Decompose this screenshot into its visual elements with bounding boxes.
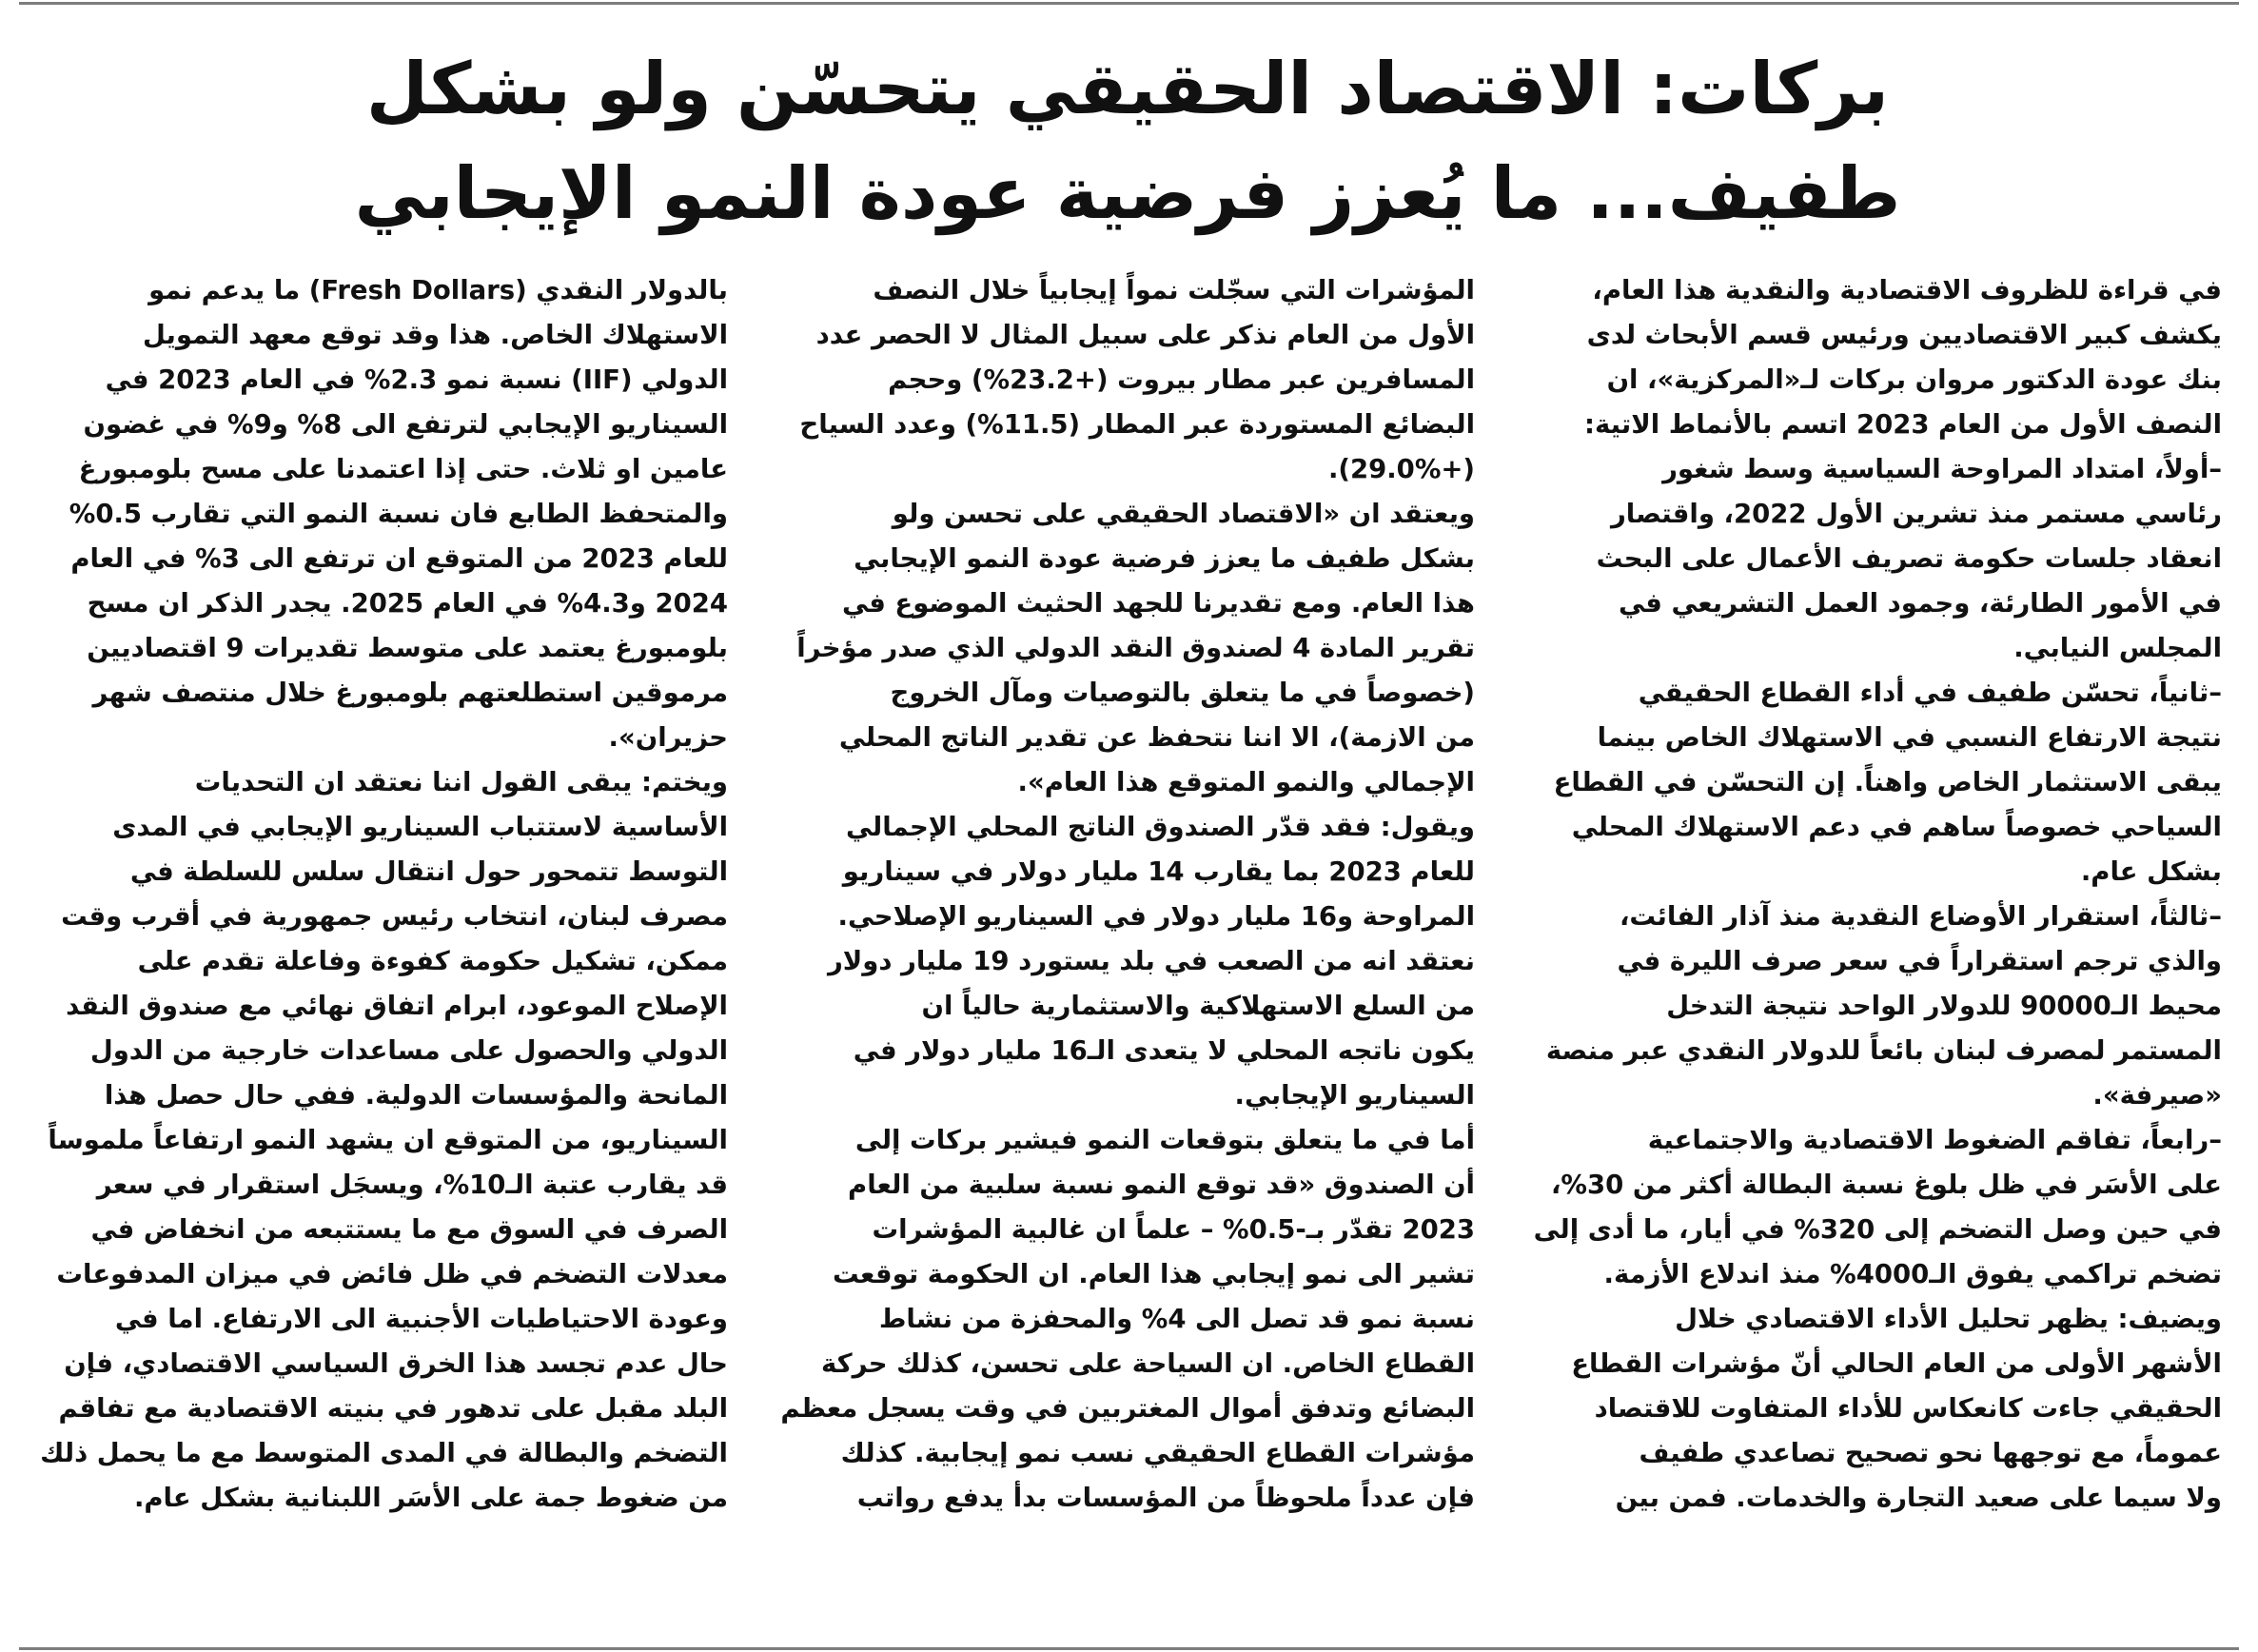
text-line: ويقول: فقد قدّر الصندوق الناتج المحلي الإجمالي (846, 812, 1475, 842)
text-line: بالدولار النقدي (Fresh Dollars) ما يدعم نمو (148, 275, 728, 305)
text-line: ويضيف: يظهر تحليل الأداء الاقتصادي خلال (1675, 1304, 2222, 1334)
text-line: 2024 و4.3% في العام 2025. يجدر الذكر ان مسح (87, 588, 728, 619)
text-line: المسافرين عبر مطار بيروت (+23.2%) وحجم (888, 364, 1475, 395)
text-line: بشكل عام. (2080, 856, 2222, 887)
text-line: الاستهلاك الخاص. هذا وقد توقع معهد التمويل (142, 320, 728, 350)
text-line: التوسط تتمحور حول انتقال سلس للسلطة في (129, 856, 728, 887)
text-line: القطاع الخاص. ان السياحة على تحسن، كذلك حركة (820, 1348, 1475, 1379)
text-line: عموماً، مع توجهها نحو تصحيح تصاعدي طفيف (1639, 1438, 2222, 1468)
text-line: مصرف لبنان، انتخاب رئيس جمهورية في أقرب وقت (61, 901, 728, 932)
text-line: –ثالثاً، استقرار الأوضاع النقدية منذ آذار الفائت، (1619, 901, 2222, 932)
text-line: للعام 2023 من المتوقع ان ترتفع الى 3% في العام (70, 543, 728, 574)
text-line: فإن عدداً ملحوظاً من المؤسسات بدأ يدفع رواتب (856, 1483, 1475, 1513)
text-line: نتيجة الارتفاع النسبي في الاستهلاك الخاص بينما (1597, 722, 2222, 753)
text-line: مؤشرات القطاع الحقيقي نسب نمو إيجابية. كذلك (840, 1438, 1475, 1468)
text-line: بنك عودة الدكتور مروان بركات لـ«المركزية»، ان (1606, 364, 2222, 395)
headline-line-1: بركات: الاقتصاد الحقيقي يتحسّن ولو بشكل (365, 47, 1890, 130)
text-line: مرموقين استطلعتهم بلومبورغ خلال منتصف شهر (92, 678, 728, 708)
headline-line-2: طفيف... ما يُعزز فرضية عودة النمو الإيجابي (354, 151, 1901, 235)
text-line: ويختم: يبقى القول اننا نعتقد ان التحديات (194, 767, 728, 797)
text-line: المستمر لمصرف لبنان بائعاً للدولار النقدي عبر منصة (1545, 1035, 2222, 1066)
text-line: هذا العام. ومع تقديرنا للجهد الحثيث الموضوع في (842, 588, 1475, 619)
text-line: –رابعاً، تفاقم الضغوط الاقتصادية والاجتماعية (1647, 1125, 2222, 1155)
text-line: أما في ما يتعلق بتوقعات النمو فيشير بركات إلى (854, 1125, 1475, 1155)
text-line: «صيرفة». (2092, 1080, 2222, 1111)
text-line: الإصلاح الموعود، ابرام اتفاق نهائي مع صندوق النقد (66, 991, 728, 1021)
text-line: انعقاد جلسات حكومة تصريف الأعمال على البحث (1596, 543, 2222, 574)
text-line: بشكل طفيف ما يعزز فرضية عودة النمو الإيجابي (854, 543, 1475, 574)
text-line: الصرف في السوق مع ما يستتبعه من انخفاض في (90, 1214, 728, 1245)
text-line: في قراءة للظروف الاقتصادية والنقدية هذا العام، (1592, 275, 2222, 305)
text-line: في الأمور الطارئة، وجمود العمل التشريعي في (1619, 588, 2222, 619)
text-line: قد يقارب عتبة الـ10%، ويسجَل استقرار في سعر (96, 1170, 728, 1200)
text-line: –ثانياً، تحسّن طفيف في أداء القطاع الحقيقي (1638, 678, 2222, 708)
text-line: التضخم والبطالة في المدى المتوسط مع ما يحمل ذلك (40, 1438, 728, 1468)
text-line: أن الصندوق «قد توقع النمو نسبة سلبية من العام (848, 1170, 1475, 1200)
article-column-middle (761, 268, 1475, 1521)
text-line: بلومبورغ يعتمد على متوسط تقديرات 9 اقتصاديين (87, 633, 728, 663)
text-line: تشير الى نمو إيجابي هذا العام. ان الحكومة توقعت (832, 1259, 1475, 1289)
text-line: محيط الـ90000 للدولار الواحد نتيجة التدخل (1666, 991, 2222, 1021)
text-line: نسبة نمو قد تصل الى 4% والمحفزة من نشاط (878, 1304, 1475, 1334)
text-line: على الأسَر في ظل بلوغ نسبة البطالة أكثر من 30%، (1550, 1170, 2222, 1200)
text-line: نعتقد انه من الصعب في بلد يستورد 19 مليار دولار (827, 946, 1475, 976)
text-line: –أولاً، امتداد المراوحة السياسية وسط شغور (1662, 454, 2222, 484)
text-line: من الازمة)، الا اننا نتحفظ عن تقدير الناتج المحلي (838, 722, 1475, 753)
article-column-left (19, 268, 728, 1521)
top-rule (19, 2, 2239, 5)
text-line: المجلس النيابي. (2013, 633, 2222, 663)
text-line: من السلع الاستهلاكية والاستثمارية حالياً ان (921, 991, 1475, 1021)
text-line: وعودة الاحتياطيات الأجنبية الى الارتفاع. اما في (114, 1304, 728, 1334)
text-line: الأول من العام نذكر على سبيل المثال لا الحصر عدد (815, 320, 1475, 350)
text-line: الحقيقي جاءت كانعكاس للأداء المتفاوت للاقتصاد (1594, 1393, 2222, 1424)
text-line: من ضغوط جمة على الأسَر اللبنانية بشكل عام. (133, 1483, 728, 1513)
text-line: (خصوصاً في ما يتعلق بالتوصيات ومآل الخروج (890, 678, 1475, 708)
text-line: يبقى الاستثمار الخاص واهناً. إن التحسّن في القطاع (1553, 767, 2222, 797)
text-line: حزيران». (608, 722, 728, 753)
text-line: الدولي (IIF) نسبة نمو 2.3% في العام 2023 في (105, 364, 728, 395)
text-line: الأشهر الأولى من العام الحالي أنّ مؤشرات القطاع (1571, 1348, 2222, 1379)
text-line: والمتحفظ الطابع فان نسبة النمو التي تقارب 0.5% (69, 499, 728, 529)
text-line: للعام 2023 بما يقارب 14 مليار دولار في سيناريو (842, 856, 1475, 887)
text-line: المانحة والمؤسسات الدولية. ففي حال حصل هذا (104, 1080, 728, 1111)
text-line: الدولي والحصول على مساعدات خارجية من الدول (89, 1035, 728, 1066)
text-line: البلد مقبل على تدهور في بنيته الاقتصادية مع تفاقم (58, 1393, 728, 1424)
text-line: الأساسية لاستتباب السيناريو الإيجابي في المدى (112, 812, 728, 842)
text-line: النصف الأول من العام 2023 اتسم بالأنماط الاتية: (1584, 409, 2222, 440)
article-column-right (1522, 268, 2222, 1521)
text-line: تضخم تراكمي يفوق الـ4000% منذ اندلاع الأزمة. (1603, 1259, 2222, 1289)
text-line: المؤشرات التي سجّلت نمواً إيجابياً خلال النصف (873, 275, 1475, 305)
headline (133, 36, 2122, 246)
text-line: يكشف كبير الاقتصاديين ورئيس قسم الأبحاث لدى (1586, 320, 2222, 350)
text-line: يكون ناتجه المحلي لا يتعدى الـ16 مليار دولار في (853, 1035, 1475, 1066)
text-line: رئاسي مستمر منذ تشرين الأول 2022، واقتصار (1610, 499, 2222, 529)
text-line: والذي ترجم استقراراً في سعر صرف الليرة في (1617, 946, 2222, 976)
text-line: الإجمالي والنمو المتوقع هذا العام». (1017, 767, 1475, 797)
bottom-rule (19, 1647, 2239, 1650)
text-line: السيناريو، من المتوقع ان يشهد النمو ارتفاعاً ملموساً (48, 1125, 728, 1155)
text-line: البضائع وتدفق أموال المغتربين في وقت يسجل معظم (780, 1393, 1475, 1424)
text-line: المراوحة و16 مليار دولار في السيناريو الإصلاحي. (837, 901, 1475, 932)
text-line: تقرير المادة 4 لصندوق النقد الدولي الذي صدر مؤخراً (796, 633, 1475, 663)
text-line: السيناريو الإيجابي. (1234, 1080, 1475, 1111)
text-line: ممكن، تشكيل حكومة كفوءة وفاعلة تقدم على (137, 946, 728, 976)
text-line: معدلات التضخم في ظل فائض في ميزان المدفوعات (56, 1259, 728, 1289)
text-line: ولا سيما على صعيد التجارة والخدمات. فمن بين (1615, 1483, 2222, 1513)
text-line: (+29.0%). (1327, 454, 1475, 484)
text-line: 2023 تقدّر بـ-0.5% – علماً ان غالبية المؤشرات (872, 1214, 1475, 1245)
text-line: البضائع المستوردة عبر المطار (11.5%) وعدد السياح (799, 409, 1475, 440)
text-line: ويعتقد ان «الاقتصاد الحقيقي على تحسن ولو (892, 499, 1475, 529)
text-line: حال عدم تجسد هذا الخرق السياسي الاقتصادي، فإن (64, 1348, 728, 1379)
text-line: في حين وصل التضخم إلى 320% في أيار، ما أدى إلى (1533, 1214, 2222, 1245)
text-line: السيناريو الإيجابي لترتفع الى 8% و9% في غضون (83, 409, 728, 440)
text-line: عامين او ثلاث. حتى إذا اعتمدنا على مسح بلومبورغ (78, 454, 728, 484)
text-line: السياحي خصوصاً ساهم في دعم الاستهلاك المحلي (1571, 812, 2222, 842)
